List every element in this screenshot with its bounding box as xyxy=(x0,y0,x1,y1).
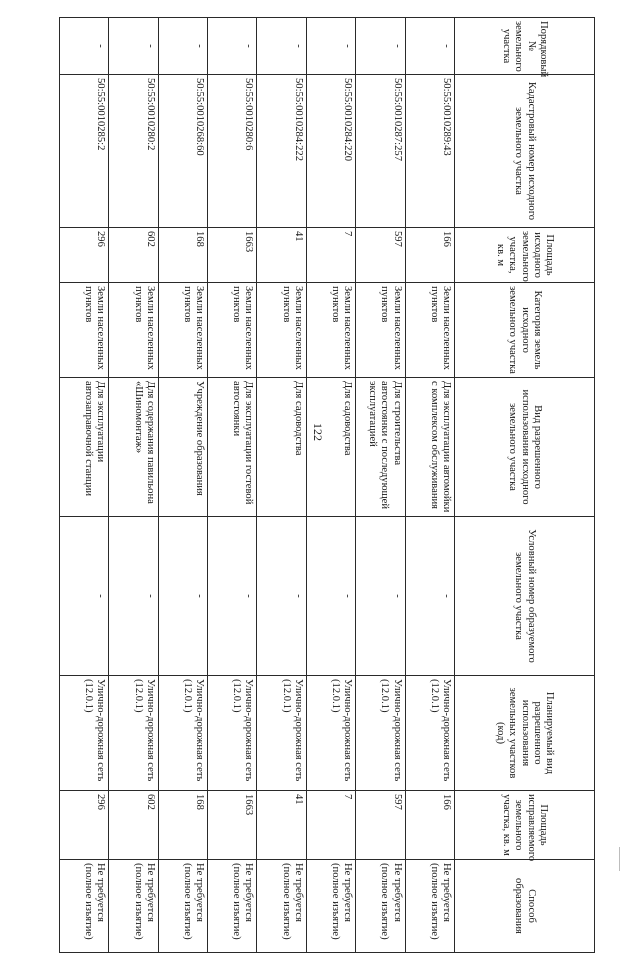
cell-source-area: 168 xyxy=(158,228,207,283)
cell-seq: - xyxy=(356,18,405,75)
cell-category: Земли населенных пунктов xyxy=(356,283,405,378)
cell-conditional-number: - xyxy=(208,517,257,676)
cell-seq: - xyxy=(109,18,158,75)
table-row xyxy=(405,18,454,953)
cell-method: Не требуется (полное изъятие) xyxy=(158,860,207,953)
cell-method: Не требуется (полное изъятие) xyxy=(109,860,158,953)
cell-corrected-area: 602 xyxy=(109,791,158,860)
cell-permitted-use: Для эксплуатации гостевой автостоянки xyxy=(208,378,257,517)
table-row xyxy=(60,18,109,953)
header-permitted-use: Вид разрешенного использования исходного земельного участка xyxy=(455,378,595,517)
cell-cadastral: 50:55:0010287:257 xyxy=(356,75,405,228)
cell-cadastral: 50:55:0010280:6 xyxy=(208,75,257,228)
cell-conditional-number: - xyxy=(356,517,405,676)
cell-corrected-area: 168 xyxy=(158,791,207,860)
cell-conditional-number: - xyxy=(109,517,158,676)
table-header-row xyxy=(455,18,595,953)
cell-category: Земли населенных пунктов xyxy=(306,283,355,378)
cell-source-area: 166 xyxy=(405,228,454,283)
cell-source-area: 7 xyxy=(306,228,355,283)
land-plots-table xyxy=(59,17,595,953)
cell-conditional-number: - xyxy=(257,517,306,676)
header-category: Категория земель исходного земельного участка xyxy=(455,283,595,378)
cell-seq: - xyxy=(257,18,306,75)
cell-source-area: 41 xyxy=(257,228,306,283)
cell-seq: - xyxy=(405,18,454,75)
cell-category: Земли населенных пунктов xyxy=(405,283,454,378)
cell-conditional-number: - xyxy=(60,517,109,676)
cell-method: Не требуется (полное изъятие) xyxy=(356,860,405,953)
cell-conditional-number: - xyxy=(405,517,454,676)
table-row xyxy=(306,18,355,953)
table-row xyxy=(208,18,257,953)
cell-method: Не требуется (полное изъятие) xyxy=(60,860,109,953)
cell-category: Земли населенных пунктов xyxy=(257,283,306,378)
cell-method: Не требуется (полное изъятие) xyxy=(208,860,257,953)
cell-seq: - xyxy=(158,18,207,75)
table-row xyxy=(356,18,405,953)
cell-planned-use: Улично-дорожная сеть (12.0.1) xyxy=(208,676,257,791)
cell-method: Не требуется (полное изъятие) xyxy=(257,860,306,953)
cell-corrected-area: 1663 xyxy=(208,791,257,860)
cell-seq: - xyxy=(60,18,109,75)
cell-cadastral: 50:55:0010289:43 xyxy=(405,75,454,228)
cell-permitted-use: Для эксплуатации автомойки с комплексом обслуживания xyxy=(405,378,454,517)
table-body xyxy=(60,18,455,953)
land-plots-table-rotated xyxy=(59,17,595,940)
cell-corrected-area: 166 xyxy=(405,791,454,860)
cell-permitted-use: Для садоводства xyxy=(257,378,306,517)
cell-planned-use: Улично-дорожная сеть (12.0.1) xyxy=(158,676,207,791)
cell-conditional-number: - xyxy=(158,517,207,676)
cell-source-area: 296 xyxy=(60,228,109,283)
cell-category: Земли населенных пунктов xyxy=(208,283,257,378)
table-row xyxy=(109,18,158,953)
cell-category: Земли населенных пунктов xyxy=(109,283,158,378)
cell-source-area: 597 xyxy=(356,228,405,283)
cell-planned-use: Улично-дорожная сеть (12.0.1) xyxy=(356,676,405,791)
header-seq: Порядковый № земельного участка xyxy=(455,18,595,75)
cell-cadastral: 50:55:0010284:222 xyxy=(257,75,306,228)
header-cadastral: Кадастровый номер исходного земельного участка xyxy=(455,75,595,228)
cell-permitted-use: Для строительства автостоянки с последующей эксплуатацией xyxy=(356,378,405,517)
cell-category: Земли населенных пунктов xyxy=(60,283,109,378)
cell-permitted-use: Для садоводства xyxy=(306,378,355,517)
page-number: 122 xyxy=(311,423,325,441)
cell-cadastral: 50:55:0010285:2 xyxy=(60,75,109,228)
cell-permitted-use: Учреждение образования xyxy=(158,378,207,517)
table-row xyxy=(257,18,306,953)
cell-source-area: 1663 xyxy=(208,228,257,283)
cell-permitted-use: Для содержания павильона «Шиномонтаж» xyxy=(109,378,158,517)
cell-corrected-area: 296 xyxy=(60,791,109,860)
cell-cadastral: 50:55:0010280:2 xyxy=(109,75,158,228)
cell-corrected-area: 7 xyxy=(306,791,355,860)
header-source-area: Площадь исходного земельного участка, кв. м xyxy=(455,228,595,283)
cell-source-area: 602 xyxy=(109,228,158,283)
cell-corrected-area: 41 xyxy=(257,791,306,860)
header-conditional-number: Условный номер образуемого земельного участка xyxy=(455,517,595,676)
header-planned-use: Планируемый вид разрешенного использования земельных участков (код) xyxy=(455,676,595,791)
cell-planned-use: Улично-дорожная сеть (12.0.1) xyxy=(60,676,109,791)
cell-planned-use: Улично-дорожная сеть (12.0.1) xyxy=(306,676,355,791)
cell-category: Земли населенных пунктов xyxy=(158,283,207,378)
cell-cadastral: 50:55:0010268:60 xyxy=(158,75,207,228)
cell-cadastral: 50:55:0010284:220 xyxy=(306,75,355,228)
scan-edge-mark xyxy=(619,847,628,871)
cell-planned-use: Улично-дорожная сеть (12.0.1) xyxy=(109,676,158,791)
header-corrected-area: Площадь исправляемого земельного участка, кв. м xyxy=(455,791,595,860)
table-header xyxy=(455,18,595,953)
cell-conditional-number: - xyxy=(306,517,355,676)
cell-permitted-use: Для эксплуатации автозаправочной станции xyxy=(60,378,109,517)
table-row xyxy=(158,18,207,953)
cell-seq: - xyxy=(208,18,257,75)
cell-method: Не требуется (полное изъятие) xyxy=(306,860,355,953)
cell-seq: - xyxy=(306,18,355,75)
cell-corrected-area: 597 xyxy=(356,791,405,860)
cell-planned-use: Улично-дорожная сеть (12.0.1) xyxy=(257,676,306,791)
cell-method: Не требуется (полное изъятие) xyxy=(405,860,454,953)
header-method: Способ образования xyxy=(455,860,595,953)
cell-planned-use: Улично-дорожная сеть (12.0.1) xyxy=(405,676,454,791)
